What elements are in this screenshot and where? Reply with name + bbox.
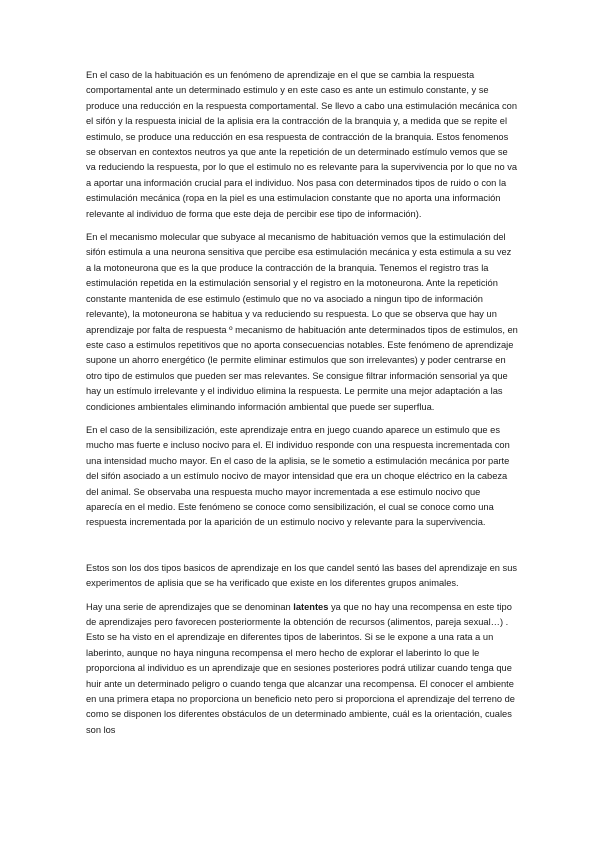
paragraph-latentes bbox=[86, 600, 518, 739]
latentes-body-text: ya que no hay una recompensa en este tipo de aprendizajes pero favorecen posteriormente la obtención de recursos (alimentos, pareja sexual…) . Esto se ha visto en el aprendizaje en diferentes tipos de laberintos. Si se le expone a una rata a un laberinto, aunque no haya ninguna recompensa el mero hecho de explorar el laberinto lo que le proporciona al individuo es un aprendizaje que en sesiones posteriores podrá utilizar cuando tenga que huir ante un determinado peligro o cuando tenga que alcanzar una recompensa. El conocer el ambiente en una primera etapa no proporciona un beneficio neto pero si proporciona el aprendizaje del terreno de como se disponen los diferentes obstáculos de un determinado ambiente, cuál es la orientación, cuales son los bbox=[86, 601, 515, 735]
paragraph-habituacion: En el caso de la habituación es un fenómeno de aprendizaje en el que se cambia la respuesta comportamental ante un determinado estimulo y en este caso es ante un estimulo constante, y se produce una reducción en la respuesta comportamental. Se llevo a cabo una estimulación mecánica con el sifón y la respuesta inicial de la aplisia era la contracción de la branquia y, a medida que se repite el estimulo, se produce una reducción en esa respuesta de contracción de la branquia. Estos fenomenos se observan en contextos neutros ya que ante la repetición de un determinado estímulo vemos que se va reduciendo la respuesta, por lo que el estimulo no es relevante para la supervivencia por lo que no va a aportar una información crucial para el individuo. Nos pasa con determinados tipos de ruido o con la estimulación mecánica (ropa en la piel es una estimulacion constante que no aporta una información relevante al individuo de forma que este deja de percibir ese tipo de información). bbox=[86, 70, 518, 219]
latentes-intro-text: Hay una serie de aprendizajes que se denominan bbox=[86, 601, 294, 612]
document-page bbox=[86, 68, 518, 746]
paragraph-gap bbox=[86, 539, 518, 561]
paragraph-tipos-basicos: Estos son los dos tipos basicos de aprendizaje en los que candel sentó las bases del aprendizaje en sus experimentos de aplisia que se ha verificado que existe en los diferentes grupos animales. bbox=[86, 562, 518, 589]
paragraph-sensibilizacion: En el caso de la sensibilización, este aprendizaje entra en juego cuando aparece un estimulo que es mucho mas fuerte e incluso nocivo para el. El individuo responde con una respuesta incrementada con una intensidad mucho mayor. En el caso de la aplisia, se le sometio a estimulación mecánica por parte del sifón asociado a un estímulo nocivo de mayor intensidad que era un choque eléctrico en la cabeza del animal. Se observaba una respuesta mucho mayor incrementada a ese estimulo nocivo que aparecía en el medio. Este fenómeno se conoce como sensibilización, el cual se conoce como una respuesta incrementada por la aparición de un estimulo nocivo y relevante para la supervivencia. bbox=[86, 424, 510, 528]
paragraph-mecanismo-molecular: En el mecanismo molecular que subyace al mecanismo de habituación vemos que la estimulación del sifón estimula a una neurona sensitiva que percibe esa estimulación mecánica y esta estimula a su vez a la motoneurona que es la que produce la contracción de la branquia. Tenemos el registro tras la estimulación repetida en la estimulación sensorial y el registro en la motoneurona. Ante la repetición constante mantenida de ese estimulo (estimulo que no va asociado a ningun tipo de información relevante), la motoneurona se habitua y va reduciendo su respuesta. Lo que se observa que hay un aprendizaje por falta de respuesta º mecanismo de habituación ante determinados tipos de estimulos, en este caso a estimulos repetitivos que no aporta consecuencias notables. Este fenómeno de aprendizaje supone un ahorro energético (le permite eliminar estimulos que son irrelevantes) y poder centrarse en otro tipo de estimulos que pueden ser mas relevantes. Se consigue filtrar información sensorial ya que hay un estímulo irrelevante y el individuo elimina la respuesta. Le permite una mejor adaptación a las condiciones ambientales eliminando información ambiental que puede ser superflua. bbox=[86, 232, 518, 412]
latentes-term: latentes bbox=[293, 601, 329, 612]
